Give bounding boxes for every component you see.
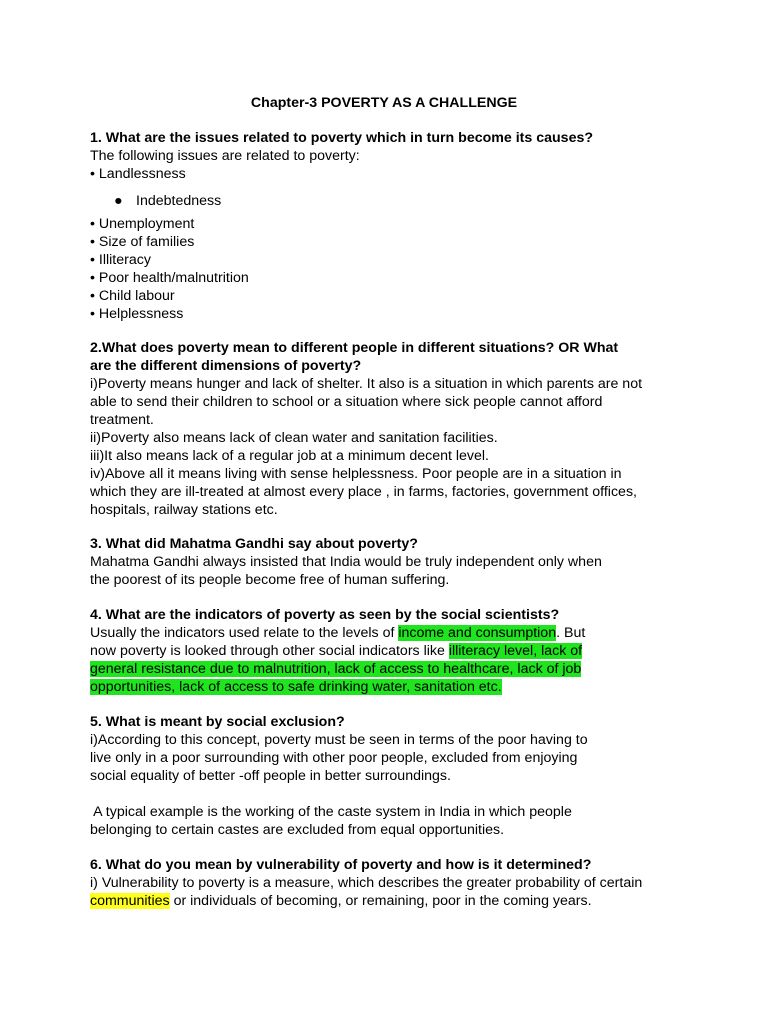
highlighted-text: illiteracy level, lack of: [448, 643, 583, 659]
answer-text: . But: [556, 625, 586, 641]
highlighted-text: income and consumption: [398, 625, 557, 641]
answer-line: Mahatma Gandhi always insisted that India would be truly independent only when: [90, 554, 602, 570]
page-title: Chapter-3 POVERTY AS A CHALLENGE: [250, 95, 518, 111]
highlighted-text: communities: [90, 893, 170, 909]
answer-line: able to send their children to school or a situation where sick people cannot afford: [90, 394, 603, 410]
answer-line: which they are ill-treated at almost every place , in farms, factories, government offices,: [90, 484, 637, 500]
answer-line: social equality of better -off people in better surroundings.: [90, 768, 451, 784]
answer-line: A typical example is the working of the caste system in India in which people: [90, 804, 572, 820]
question-5: 5. What is meant by social exclusion?: [90, 714, 345, 730]
answer-line: [90, 624, 690, 642]
question-2-line: 2.What does poverty mean to different people in different situations? OR What: [90, 340, 619, 356]
question-4: 4. What are the indicators of poverty as seen by the social scientists?: [90, 607, 560, 623]
list-item: • Helplessness: [90, 306, 184, 322]
answer-line: live only in a poor surrounding with other poor people, excluded from enjoying: [90, 750, 578, 766]
answer-line: iii)It also means lack of a regular job at a minimum decent level.: [90, 448, 490, 464]
list-item: • Illiteracy: [90, 252, 151, 268]
answer-line: [90, 678, 690, 696]
answer-line: the poorest of its people become free of human suffering.: [90, 572, 450, 588]
list-item: • Child labour: [90, 288, 175, 304]
question-3-section: [90, 535, 690, 589]
question-3: 3. What did Mahatma Gandhi say about poverty?: [90, 536, 418, 552]
question-2-line: are the different dimensions of poverty?: [90, 358, 362, 374]
list-item: • Landlessness: [90, 166, 186, 182]
highlighted-text: general resistance due to malnutrition, lack of access to healthcare, lack of job: [90, 661, 582, 677]
answer-line: [90, 660, 690, 678]
question-6-section: [90, 856, 690, 910]
list-item: • Size of families: [90, 234, 195, 250]
question-5-section: [90, 713, 690, 839]
list-item: • Poor health/malnutrition: [90, 270, 249, 286]
answer-line: i)Poverty means hunger and lack of shelter. It also is a situation in which parents are not: [90, 376, 643, 392]
answer-text: or individuals of becoming, or remaining, poor in the coming years.: [169, 893, 592, 909]
list-item: [90, 192, 690, 210]
answer-line: iv)Above all it means living with sense helplessness. Poor people are in a situation in: [90, 466, 622, 482]
answer-line: [90, 642, 690, 660]
answer-text: now poverty is looked through other social indicators like: [90, 643, 449, 659]
answer-line: ii)Poverty also means lack of clean water and sanitation facilities.: [90, 430, 498, 446]
highlighted-text: opportunities, lack of access to safe drinking water, sanitation etc.: [90, 679, 502, 695]
list-item-text: Indebtedness: [136, 193, 222, 209]
answer-line: hospitals, railway stations etc.: [90, 502, 278, 518]
question-1-intro: The following issues are related to poverty:: [90, 148, 360, 164]
answer-line: i) Vulnerability to poverty is a measure, which describes the greater probability of certain: [90, 875, 643, 891]
answer-line: [90, 892, 690, 910]
list-item: • Unemployment: [90, 216, 195, 232]
question-4-section: [90, 606, 690, 696]
question-6: 6. What do you mean by vulnerability of poverty and how is it determined?: [90, 857, 592, 873]
answer-line: treatment.: [90, 412, 154, 428]
bullet-icon: ●: [114, 193, 123, 209]
question-1: 1. What are the issues related to poverty which in turn become its causes?: [90, 130, 594, 146]
answer-line: i)According to this concept, poverty must be seen in terms of the poor having to: [90, 732, 588, 748]
answer-line: belonging to certain castes are excluded from equal opportunities.: [90, 822, 505, 838]
question-1-section: [90, 129, 690, 323]
question-2-section: [90, 339, 690, 519]
answer-text: Usually the indicators used relate to the levels of: [90, 625, 399, 641]
